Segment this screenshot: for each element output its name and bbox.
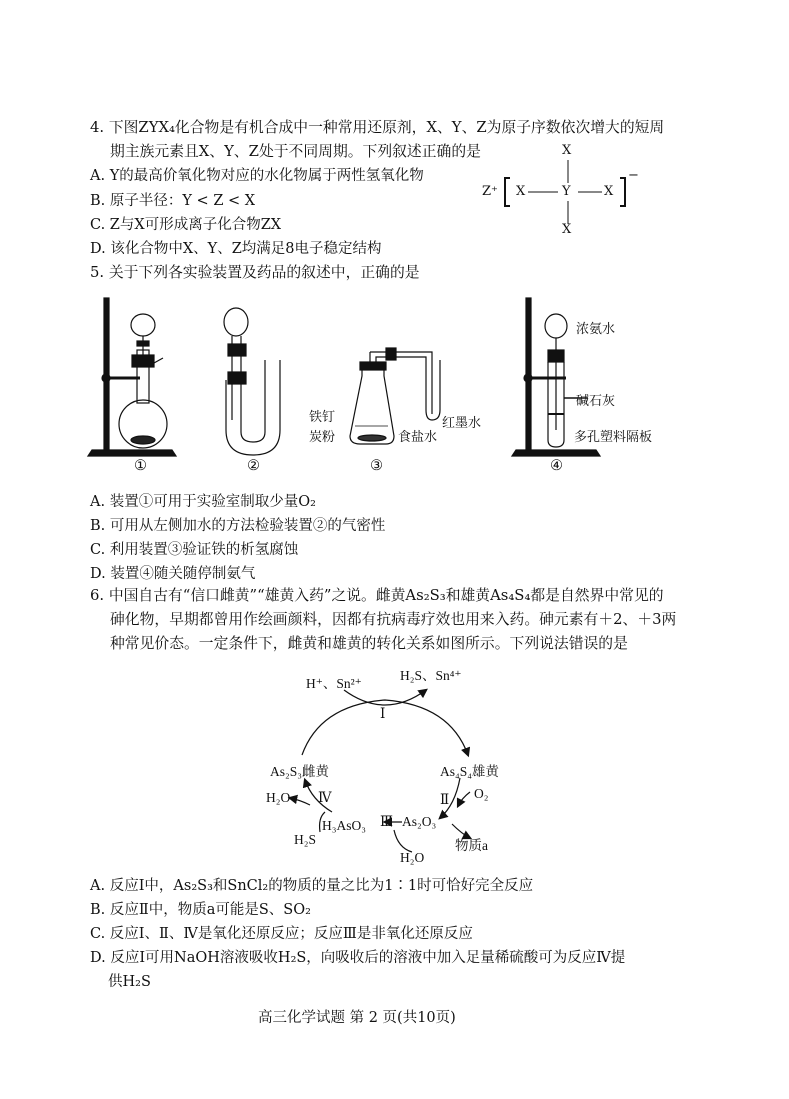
structure-x-bottom: X — [562, 222, 572, 237]
page-footer: 高三化学试题 第 2 页(共10页) — [258, 1010, 456, 1026]
label-conc-ammonia: 浓氨水 — [576, 322, 616, 337]
q5-option-d: D. 装置④随关随停制氨气 — [90, 566, 256, 582]
cycle-water-bottom: H₂O — [400, 850, 425, 865]
q4-stem-line1: 4. 下图ZYX₄化合物是有机合成中一种常用还原剂，X、Y、Z为原子序数依次增大的短周 — [90, 119, 665, 136]
structure-y-center: Y — [562, 184, 571, 199]
cycle-h3aso3: H₃AsO₃ — [322, 818, 366, 833]
cycle-water-left: H₂O — [266, 790, 291, 805]
structure-x-left: X — [516, 184, 526, 199]
q5-option-c: C. 利用装置③验证铁的析氢腐蚀 — [90, 542, 299, 558]
device-number-3: ③ — [370, 458, 383, 474]
label-iron-nail: 铁钉 — [309, 410, 336, 425]
device-number-4: ④ — [550, 458, 563, 474]
q4-option-d: D. 该化合物中X、Y、Z均满足8电子稳定结构 — [90, 241, 382, 257]
cycle-substance-a: 物质a — [455, 838, 488, 853]
device-number-2: ② — [247, 458, 260, 474]
cycle-reaction-4: Ⅳ — [318, 790, 332, 805]
q6-stem-line2: 砷化物，早期都曾用作绘画颜料，因都有抗病毒疗效也用来入药。砷元素有＋2、＋3两 — [110, 611, 677, 628]
q6-option-b: B. 反应Ⅱ中，物质a可能是S、SO₂ — [90, 902, 311, 918]
q5-option-b: B. 可用从左侧加水的方法检验装置②的气密性 — [90, 518, 386, 534]
cycle-orpiment: As₂S₃雌黄 — [270, 764, 329, 779]
cycle-as2o3: As₂O₃ — [402, 814, 437, 829]
structure-charge: − — [628, 168, 639, 183]
label-salt-water: 食盐水 — [398, 430, 438, 445]
q4-option-c: C. Z与X可形成离子化合物ZX — [90, 217, 282, 233]
q4-option-a: A. Y的最高价氧化物对应的水化物属于两性氢氧化物 — [90, 168, 424, 184]
cycle-reactants-top: H⁺、Sn²⁺ — [306, 676, 362, 691]
q4-stem-line2: 期主族元素且X、Y、Z处于不同周期。下列叙述正确的是 — [110, 143, 481, 160]
cycle-reaction-1: Ⅰ — [380, 706, 386, 721]
label-soda-lime: 碱石灰 — [576, 394, 616, 409]
q6-option-d: D. 反应Ⅰ可用NaOH溶液吸收H₂S，向吸收后的溶液中加入足量稀硫酸可为反应Ⅳ提 — [90, 950, 626, 966]
q5-option-a: A. 装置①可用于实验室制取少量O₂ — [90, 494, 316, 510]
label-porous-plate: 多孔塑料隔板 — [574, 430, 653, 445]
q6-stem-line3: 种常见价态。一定条件下，雌黄和雄黄的转化关系如图所示。下列说法错误的是 — [110, 635, 628, 652]
cycle-realgar: As₄S₄雄黄 — [440, 764, 499, 779]
label-red-ink: 红墨水 — [442, 416, 482, 431]
cycle-products-top: H₂S、Sn⁴⁺ — [400, 668, 462, 683]
q5-stem: 5. 关于下列各实验装置及药品的叙述中，正确的是 — [90, 264, 420, 281]
cycle-h2s-left: H₂S — [294, 832, 316, 847]
structure-cation: Z⁺ — [482, 184, 498, 199]
label-carbon-powder: 炭粉 — [309, 430, 336, 445]
cycle-oxygen: O₂ — [474, 786, 489, 801]
structure-x-top: X — [562, 143, 572, 158]
q6-option-c: C. 反应Ⅰ、Ⅱ、Ⅳ是氧化还原反应；反应Ⅲ是非氧化还原反应 — [90, 926, 473, 942]
cycle-reaction-2: Ⅱ — [440, 792, 450, 807]
q6-option-a: A. 反应Ⅰ中，As₂S₃和SnCl₂的物质的量之比为1∶1时可恰好完全反应 — [90, 878, 534, 894]
q6-option-d-continued: 供H₂S — [108, 974, 151, 990]
structure-x-right: X — [604, 184, 614, 199]
q4-option-b: B. 原子半径：Y < Z < X — [90, 193, 256, 209]
q6-stem-line1: 6. 中国自古有“信口雌黄”“雄黄入药”之说。雌黄As₂S₃和雄黄As₄S₄都是自然界中常见的 — [90, 587, 664, 604]
cycle-reaction-3: Ⅲ — [380, 814, 394, 829]
device-number-1: ① — [134, 458, 147, 474]
